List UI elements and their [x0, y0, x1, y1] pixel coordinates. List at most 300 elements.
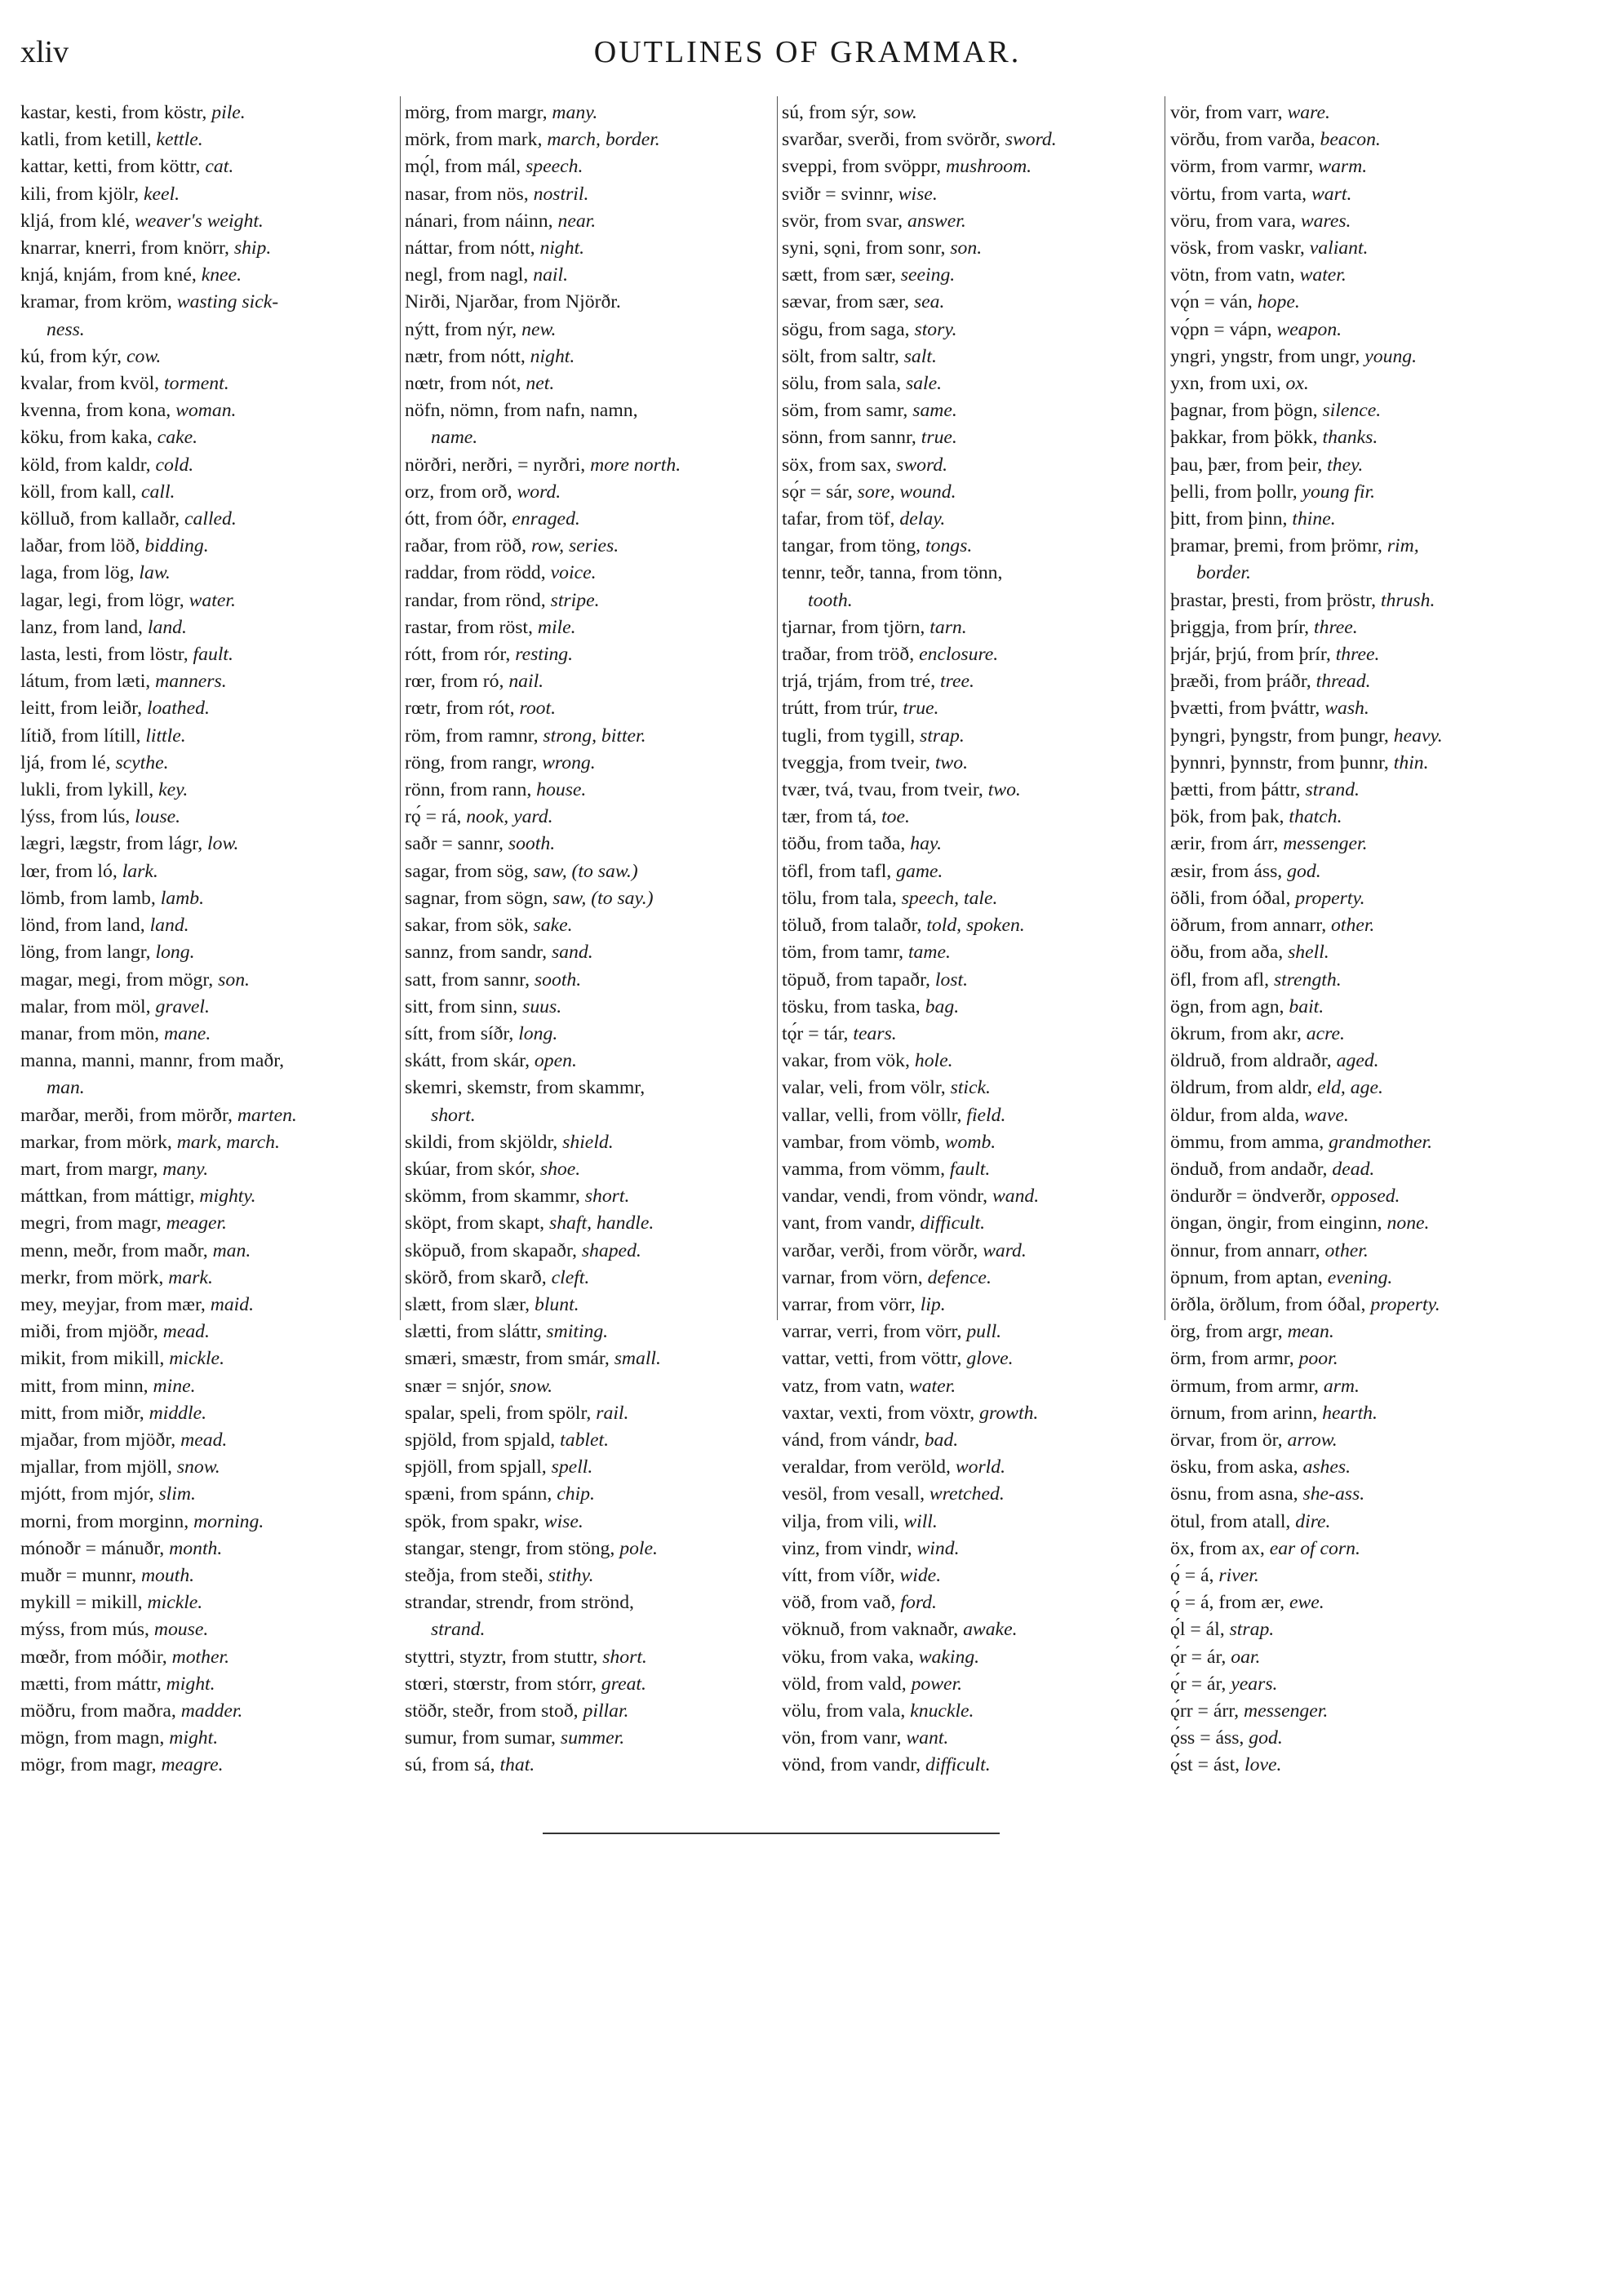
entry-gloss: mead.: [162, 1321, 210, 1343]
entry-gloss: meager.: [166, 1212, 227, 1234]
entry-forms: ömmu, from amma,: [1170, 1131, 1329, 1153]
dictionary-entry: [1170, 344, 1537, 370]
dictionary-entry: [405, 1292, 772, 1319]
entry-gloss: torment.: [164, 373, 229, 395]
column-divider: [777, 96, 778, 1320]
entry-gloss: tears.: [853, 1022, 897, 1044]
entry-forms: yxn, from uxi,: [1170, 373, 1286, 395]
entry-gloss: resting.: [515, 644, 574, 666]
dictionary-entry: [405, 1400, 772, 1427]
entry-gloss: spell.: [551, 1456, 593, 1478]
entry-forms: spalar, speli, from spölr,: [405, 1402, 597, 1424]
dictionary-entry: [782, 370, 1159, 397]
entry-forms: menn, meðr, from maðr,: [20, 1239, 213, 1261]
entry-gloss: none.: [1387, 1212, 1430, 1234]
entry-gloss: speech.: [526, 156, 583, 178]
entry-gloss: bait.: [1289, 995, 1324, 1017]
entry-gloss: wares.: [1300, 210, 1351, 232]
dictionary-entry: [405, 1427, 772, 1454]
entry-forms: satt, from sannr,: [405, 968, 535, 991]
entry-forms: slætt, from slær,: [405, 1293, 535, 1315]
entry-forms: sölu, from sala,: [782, 373, 906, 395]
dictionary-entry: [782, 1509, 1159, 1536]
entry-forms: tjarnar, from tjörn,: [782, 616, 930, 638]
dictionary-entry: [1170, 262, 1537, 289]
entry-forms: tugli, from tygill,: [782, 725, 921, 747]
dictionary-entry: [782, 1536, 1159, 1562]
entry-forms: vör, from varr,: [1170, 102, 1288, 123]
entry-forms: ǫ́ss = áss,: [1170, 1727, 1249, 1749]
dictionary-entry: [782, 695, 1159, 722]
entry-gloss: strength.: [1273, 968, 1342, 991]
entry-forms: vinz, from vindr,: [782, 1537, 917, 1559]
dictionary-entry: [405, 1156, 772, 1183]
dictionary-entry: [405, 235, 772, 262]
entry-gloss: blunt.: [534, 1293, 579, 1315]
dictionary-entry: [405, 317, 772, 344]
dictionary-entry: [405, 1616, 772, 1643]
dictionary-entry: [405, 1319, 772, 1345]
entry-forms: vörðu, from varða,: [1170, 129, 1320, 151]
entry-gloss: valiant.: [1309, 237, 1369, 259]
entry-forms: saðr = sannr,: [405, 833, 508, 855]
entry-gloss: hole.: [914, 1050, 953, 1072]
dictionary-entry: [1170, 317, 1537, 344]
entry-forms: vǫ́n = ván,: [1170, 291, 1258, 313]
entry-forms: þætti, from þáttr,: [1170, 779, 1306, 801]
dictionary-entry: [782, 1156, 1159, 1183]
entry-gloss: told, spoken.: [926, 915, 1025, 937]
entry-forms: mœðr, from móðir,: [20, 1646, 172, 1668]
dictionary-entry: [782, 1183, 1159, 1210]
entry-forms: sannz, from sandr,: [405, 942, 552, 964]
dictionary-entry: [1170, 1102, 1537, 1129]
entry-gloss: mark.: [168, 1266, 213, 1288]
entry-forms: vakar, from vök,: [782, 1050, 915, 1072]
dictionary-entry: [1170, 1536, 1537, 1562]
entry-forms: kölluð, from kallaðr,: [20, 508, 185, 530]
dictionary-entry: [20, 1589, 392, 1616]
dictionary-entry: [782, 1373, 1159, 1400]
entry-gloss: long.: [155, 942, 195, 964]
entry-gloss: answer.: [907, 210, 966, 232]
entry-gloss: meagre.: [161, 1754, 224, 1776]
entry-forms: þriggja, from þrír,: [1170, 616, 1315, 638]
dictionary-entry: [1170, 804, 1537, 831]
dictionary-entry: [782, 668, 1159, 695]
entry-forms: ótt, from óðr,: [405, 508, 512, 530]
entry-gloss: womb.: [944, 1131, 996, 1153]
entry-forms: mey, meyjar, from mær,: [20, 1293, 211, 1315]
entry-gloss: sea.: [913, 291, 945, 313]
entry-forms: þitt, from þinn,: [1170, 508, 1293, 530]
dictionary-entry: [405, 1725, 772, 1752]
dictionary-entry: [405, 1373, 772, 1400]
entry-forms: negl, from nagl,: [405, 264, 534, 286]
entry-gloss: tree.: [940, 671, 974, 693]
entry-forms: vamma, from vömm,: [782, 1158, 950, 1180]
dictionary-entry: [20, 1156, 392, 1183]
entry-gloss: voice.: [550, 562, 597, 584]
entry-gloss: manners.: [155, 671, 227, 693]
entry-forms: sǫ́r = sár,: [782, 481, 858, 503]
entry-gloss: pillar.: [583, 1700, 629, 1722]
entry-gloss: cow.: [126, 345, 162, 367]
dictionary-entry: [1170, 1319, 1537, 1345]
dictionary-entry: [405, 1752, 772, 1779]
entry-gloss: seeing.: [900, 264, 956, 286]
dictionary-entry: [20, 1427, 392, 1454]
entry-gloss: power.: [911, 1673, 963, 1695]
entry-forms: strandar, strendr, from strönd,: [405, 1592, 634, 1614]
dictionary-entry: [782, 804, 1159, 831]
entry-forms: örnum, from arinn,: [1170, 1402, 1323, 1424]
dictionary-entry: [405, 126, 772, 153]
entry-forms: skörð, from skarð,: [405, 1266, 552, 1288]
entry-gloss: mouse.: [153, 1619, 209, 1641]
dictionary-entry: [20, 695, 392, 722]
entry-gloss: root.: [519, 698, 557, 720]
dictionary-entry: [782, 1048, 1159, 1075]
dictionary-entry: [405, 1589, 772, 1616]
dictionary-entry: [20, 289, 392, 316]
dictionary-entry: [782, 885, 1159, 912]
entry-forms: laðar, from löð,: [20, 535, 145, 557]
entry-gloss: three.: [1314, 616, 1358, 638]
entry-gloss: near.: [557, 210, 597, 232]
entry-gloss: mickle.: [169, 1348, 224, 1370]
entry-gloss: slim.: [158, 1483, 196, 1505]
entry-forms: söm, from samr,: [782, 400, 913, 422]
entry-gloss: sake.: [533, 915, 573, 937]
entry-forms: nörðri, nerðri, = nyrðri,: [405, 454, 591, 476]
entry-forms: töðu, from taða,: [782, 833, 911, 855]
entry-forms: vattar, vetti, from vöttr,: [782, 1348, 967, 1370]
entry-gloss: sale.: [905, 373, 943, 395]
entry-gloss: smiting.: [546, 1321, 609, 1343]
dictionary-entry: [1170, 1210, 1537, 1237]
entry-gloss: silence.: [1322, 400, 1382, 422]
dictionary-entry: [782, 1292, 1159, 1319]
dictionary-entry: [1170, 723, 1537, 750]
entry-gloss: louse.: [135, 806, 181, 828]
entry-gloss: wide.: [899, 1564, 942, 1586]
dictionary-entry: [405, 1210, 772, 1237]
dictionary-entry: [20, 939, 392, 966]
entry-forms: magar, megi, from mögr,: [20, 968, 219, 991]
entry-forms: mónoðr = mánuðr,: [20, 1537, 170, 1559]
entry-gloss: sword.: [1005, 129, 1057, 151]
entry-gloss: shell.: [1288, 942, 1329, 964]
section-end-rule: [543, 1833, 1000, 1834]
entry-forms: mjallar, from mjöll,: [20, 1456, 177, 1478]
entry-forms: öngan, öngir, from einginn,: [1170, 1212, 1387, 1234]
dictionary-entry: [20, 181, 392, 208]
dictionary-entry: [1170, 587, 1537, 614]
entry-forms: vöknuð, from vaknaðr,: [782, 1619, 964, 1641]
entry-forms: svör, from svar,: [782, 210, 908, 232]
entry-gloss: weaver's weight.: [135, 210, 264, 232]
entry-gloss: ashes.: [1302, 1456, 1351, 1478]
entry-gloss: mother.: [171, 1646, 230, 1668]
dictionary-entry: [20, 885, 392, 912]
entry-forms: vatz, from vatn,: [782, 1375, 909, 1397]
entry-gloss: scythe.: [115, 751, 169, 773]
dictionary-entry: [782, 1671, 1159, 1698]
entry-forms: vösk, from vaskr,: [1170, 237, 1310, 259]
column-2: [405, 100, 772, 1780]
entry-gloss: mighty.: [199, 1186, 256, 1208]
entry-forms: sú, from sýr,: [782, 102, 884, 123]
entry-gloss: cleft.: [551, 1266, 590, 1288]
dictionary-entry: [1170, 939, 1537, 966]
dictionary-entry: [1170, 668, 1537, 695]
dictionary-entry: [20, 1454, 392, 1481]
entry-forms: valar, veli, from völr,: [782, 1077, 951, 1099]
dictionary-entry: [20, 506, 392, 533]
entry-gloss: suus.: [522, 995, 562, 1017]
entry-gloss: march, border.: [547, 129, 660, 151]
entry-gloss: row, series.: [530, 535, 619, 557]
dictionary-entry: [20, 533, 392, 560]
entry-forms: rótt, from rór,: [405, 644, 516, 666]
entry-gloss: love.: [1245, 1754, 1282, 1776]
entry-gloss: hope.: [1257, 291, 1300, 313]
entry-forms: sumur, from sumar,: [405, 1727, 561, 1749]
dictionary-entry: [782, 1210, 1159, 1237]
dictionary-entry: [405, 1562, 772, 1589]
entry-gloss: cold.: [155, 454, 194, 476]
entry-forms: trútt, from trúr,: [782, 698, 903, 720]
entry-forms: veraldar, from veröld,: [782, 1456, 956, 1478]
entry-forms: ærir, from árr,: [1170, 833, 1284, 855]
dictionary-entry: [20, 452, 392, 479]
dictionary-entry: [405, 831, 772, 858]
entry-gloss: water.: [1299, 264, 1347, 286]
dictionary-entry: [20, 397, 392, 424]
entry-gloss: two.: [934, 751, 968, 773]
dictionary-entry: [782, 1725, 1159, 1752]
entry-forms: kvenna, from kona,: [20, 400, 176, 422]
dictionary-entry: [20, 831, 392, 858]
entry-gloss: strap.: [920, 725, 965, 747]
entry-forms: lægri, lægstr, from lágr,: [20, 833, 208, 855]
entry-gloss: open.: [534, 1050, 577, 1072]
entry-forms: nýtt, from nýr,: [405, 318, 522, 340]
entry-gloss: mile.: [537, 616, 576, 638]
entry-gloss: tame.: [907, 942, 951, 964]
entry-forms: vǫ́pn = vápn,: [1170, 318, 1277, 340]
entry-gloss: thanks.: [1322, 427, 1378, 449]
entry-forms: manar, from mön,: [20, 1022, 165, 1044]
entry-gloss: snow.: [509, 1375, 553, 1397]
dictionary-entry: [20, 1265, 392, 1292]
entry-forms: vesöl, from vesall,: [782, 1483, 930, 1505]
entry-gloss: messenger.: [1283, 833, 1368, 855]
entry-gloss: thread.: [1316, 671, 1371, 693]
entry-gloss: low.: [207, 833, 239, 855]
dictionary-entry: [782, 912, 1159, 939]
dictionary-entry: [1170, 1183, 1537, 1210]
dictionary-entry: [405, 1075, 772, 1101]
dictionary-entry: [1170, 181, 1537, 208]
dictionary-entry: [405, 344, 772, 370]
dictionary-entry: [782, 723, 1159, 750]
dictionary-entry: [782, 344, 1159, 370]
entry-gloss: water.: [189, 589, 236, 611]
dictionary-entry: [405, 1183, 772, 1210]
entry-forms: þvætti, from þváttr,: [1170, 698, 1325, 720]
entry-forms: skúar, from skór,: [405, 1158, 540, 1180]
dictionary-entry: [782, 153, 1159, 180]
entry-gloss: ear of corn.: [1269, 1537, 1360, 1559]
entry-forms: svarðar, sverði, from svörðr,: [782, 129, 1005, 151]
dictionary-entry: [20, 1400, 392, 1427]
entry-forms: kramar, from kröm,: [20, 291, 177, 313]
entry-gloss: month.: [169, 1537, 223, 1559]
dictionary-entry: [782, 317, 1159, 344]
entry-gloss: enclosure.: [919, 644, 999, 666]
entry-gloss: stripe.: [550, 589, 600, 611]
dictionary-entry: [405, 153, 772, 180]
entry-forms: spjöll, from spjall,: [405, 1456, 552, 1478]
entry-gloss: man.: [47, 1077, 85, 1099]
entry-forms: þrjár, þrjú, from þrír,: [1170, 644, 1336, 666]
entry-forms: vötn, from vatn,: [1170, 264, 1300, 286]
entry-forms: mýss, from mús,: [20, 1619, 154, 1641]
dictionary-entry: [782, 1102, 1159, 1129]
entry-gloss: summer.: [560, 1727, 625, 1749]
entry-gloss: border.: [1196, 562, 1251, 584]
entry-gloss: lip.: [920, 1293, 946, 1315]
dictionary-entry: [782, 560, 1159, 587]
entry-gloss: little.: [145, 725, 186, 747]
dictionary-entry: [405, 912, 772, 939]
entry-forms: þök, from þak,: [1170, 806, 1289, 828]
dictionary-entry: [782, 1752, 1159, 1779]
entry-forms: varnar, from vörn,: [782, 1266, 928, 1288]
entry-gloss: speech, tale.: [901, 887, 998, 909]
entry-gloss: warm.: [1318, 156, 1368, 178]
entry-gloss: short.: [602, 1646, 647, 1668]
entry-gloss: arrow.: [1287, 1429, 1338, 1451]
dictionary-entry: [782, 750, 1159, 777]
entry-gloss: sword.: [896, 454, 948, 476]
dictionary-entry: [405, 100, 772, 126]
entry-gloss: shield.: [562, 1131, 614, 1153]
dictionary-entry: [1170, 126, 1537, 153]
entry-forms: kú, from kýr,: [20, 345, 126, 367]
entry-forms: ösnu, from asna,: [1170, 1483, 1303, 1505]
entry-forms: lítið, from lítill,: [20, 725, 146, 747]
entry-gloss: messenger.: [1244, 1700, 1329, 1722]
entry-forms: rastar, from röst,: [405, 616, 538, 638]
entry-forms: tangar, from töng,: [782, 535, 926, 557]
entry-gloss: they.: [1327, 454, 1364, 476]
entry-forms: látum, from læti,: [20, 671, 156, 693]
dictionary-entry: [20, 858, 392, 885]
dictionary-entry: [405, 1265, 772, 1292]
entry-gloss: tarn.: [930, 616, 967, 638]
entry-gloss: great.: [601, 1673, 646, 1695]
page-header: [0, 34, 1615, 75]
dictionary-entry: [405, 668, 772, 695]
entry-forms: tær, from tá,: [782, 806, 882, 828]
entry-gloss: three.: [1335, 644, 1380, 666]
entry-forms: malar, from möl,: [20, 995, 156, 1017]
dictionary-entry: [1170, 777, 1537, 804]
entry-forms: öldruð, from aldraðr,: [1170, 1050, 1337, 1072]
entry-gloss: nail.: [508, 671, 544, 693]
dictionary-entry: [782, 235, 1159, 262]
dictionary-entry: [1170, 1048, 1537, 1075]
entry-forms: töm, from tamr,: [782, 942, 908, 964]
dictionary-entry: [20, 1481, 392, 1508]
entry-gloss: might.: [166, 1673, 215, 1695]
entry-gloss: tooth.: [808, 589, 853, 611]
entry-gloss: ox.: [1285, 373, 1309, 395]
entry-forms: tölu, from tala,: [782, 887, 902, 909]
entry-forms: söx, from sax,: [782, 454, 897, 476]
entry-gloss: fault.: [193, 644, 233, 666]
dictionary-entry: [20, 1238, 392, 1265]
entry-gloss: saw, (to say.): [552, 887, 654, 909]
entry-forms: mikit, from mikill,: [20, 1348, 170, 1370]
dictionary-entry: [782, 289, 1159, 316]
entry-gloss: bad.: [924, 1429, 959, 1451]
entry-forms: smæri, smæstr, from smár,: [405, 1348, 614, 1370]
dictionary-entry: [1170, 506, 1537, 533]
dictionary-entry: [782, 858, 1159, 885]
dictionary-entry: [405, 1345, 772, 1372]
dictionary-entry: [782, 1238, 1159, 1265]
entry-forms: trjá, trjám, from tré,: [782, 671, 941, 693]
entry-forms: lagar, legi, from lögr,: [20, 589, 189, 611]
entry-gloss: dire.: [1295, 1510, 1331, 1532]
entry-forms: sú, from sá,: [405, 1754, 500, 1776]
entry-forms: máttkan, from máttigr,: [20, 1186, 200, 1208]
dictionary-entry: [1170, 289, 1537, 316]
entry-gloss: madder.: [180, 1700, 243, 1722]
dictionary-entry: [1170, 1698, 1537, 1725]
entry-forms: töfl, from tafl,: [782, 860, 897, 882]
entry-gloss: sow.: [883, 102, 917, 123]
dictionary-entry: [405, 587, 772, 614]
dictionary-entry: [782, 262, 1159, 289]
entry-gloss: strand.: [431, 1619, 486, 1641]
entry-gloss: delay.: [899, 508, 946, 530]
dictionary-entry: [782, 1345, 1159, 1372]
entry-forms: köku, from kaka,: [20, 427, 158, 449]
entry-gloss: eld, age.: [1316, 1077, 1383, 1099]
entry-gloss: god.: [1287, 860, 1321, 882]
entry-forms: rœr, from ró,: [405, 671, 509, 693]
entry-forms: þramar, þremi, from þrömr,: [1170, 535, 1387, 557]
entry-forms: ögn, from agn,: [1170, 995, 1289, 1017]
entry-forms: tennr, teðr, tanna, from tönn,: [782, 562, 1003, 584]
entry-gloss: that.: [499, 1754, 535, 1776]
entry-gloss: strap.: [1229, 1619, 1275, 1641]
entry-forms: örg, from argr,: [1170, 1321, 1288, 1343]
entry-forms: rœtr, from rót,: [405, 698, 520, 720]
entry-gloss: called.: [184, 508, 237, 530]
entry-forms: öðu, from aða,: [1170, 942, 1289, 964]
entry-forms: ösku, from aska,: [1170, 1456, 1303, 1478]
entry-forms: mjótt, from mjór,: [20, 1483, 159, 1505]
entry-gloss: mean.: [1287, 1321, 1334, 1343]
entry-forms: ǫ́st = ást,: [1170, 1754, 1245, 1776]
dictionary-entry: [405, 641, 772, 668]
